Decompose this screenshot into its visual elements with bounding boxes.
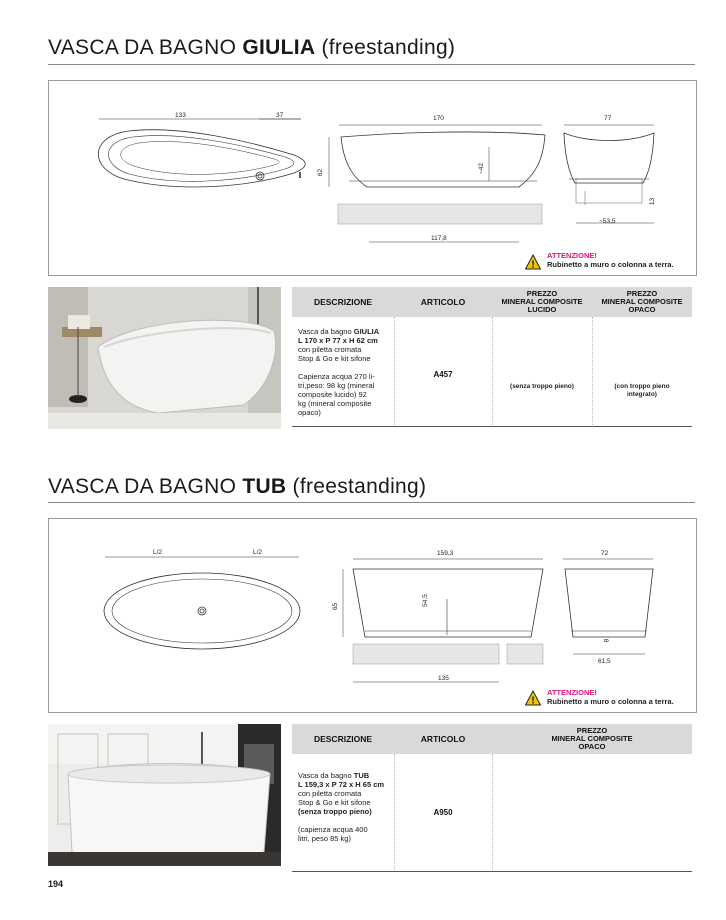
dim-13: 13 bbox=[649, 197, 657, 206]
dim-72: 72 bbox=[601, 550, 609, 557]
tub-side-outline bbox=[353, 569, 543, 637]
giulia-outer-outline bbox=[98, 130, 305, 187]
dim-8: 8 bbox=[603, 638, 611, 643]
dim-135: 135 bbox=[438, 675, 449, 682]
dim-117-8: 117,8 bbox=[431, 235, 447, 242]
tub-header-prezzo-opaco bbox=[492, 724, 692, 754]
dim-77: 77 bbox=[604, 115, 612, 122]
tub-title-prefix: VASCA DA BAGNO bbox=[48, 475, 243, 498]
giulia-table-bottom-rule bbox=[292, 426, 692, 427]
tub-product-photo bbox=[48, 724, 281, 866]
dim-53-5: ~53,5 bbox=[599, 218, 616, 225]
tub-warning bbox=[547, 688, 674, 706]
giulia-article-code: A457 bbox=[433, 370, 453, 379]
giulia-desc-line-4: Stop & Go e kit sifone bbox=[298, 354, 371, 363]
giulia-product-photo bbox=[48, 287, 281, 429]
tub-col-sep-2 bbox=[492, 754, 493, 870]
dim-37: 37 bbox=[276, 112, 284, 119]
giulia-warning-icon bbox=[525, 254, 541, 270]
tub-title-suffix: (freestanding) bbox=[286, 475, 427, 498]
tub-desc-line-1 bbox=[298, 771, 394, 780]
dim-159-3: 159,3 bbox=[437, 550, 454, 557]
tub-header-articolo: ARTICOLO bbox=[420, 734, 466, 744]
giulia-header-opaco-l3: OPACO bbox=[628, 305, 656, 314]
tub-outer-ellipse bbox=[104, 573, 300, 649]
tub-desc-line-6: (capienza acqua 400 bbox=[298, 825, 368, 834]
giulia-description bbox=[298, 327, 394, 417]
dim-l2-right: L/2 bbox=[253, 549, 263, 556]
giulia-note-opaco-l1: (con troppo pieno bbox=[614, 383, 670, 390]
tub-header-opaco-l1: PREZZO bbox=[576, 726, 608, 735]
tub-section-title bbox=[48, 475, 426, 499]
tub-table-bottom-rule bbox=[292, 871, 692, 872]
tub-header-descrizione: DESCRIZIONE bbox=[313, 734, 373, 744]
tub-warning-icon bbox=[525, 690, 541, 706]
svg-text:!: ! bbox=[531, 259, 535, 270]
giulia-header-opaco-l2: MINERAL COMPOSITE bbox=[601, 297, 683, 306]
giulia-top-view bbox=[98, 119, 305, 187]
giulia-desc-line-6: tri,peso: 98 kg (mineral bbox=[298, 381, 375, 390]
giulia-note-opaco bbox=[592, 383, 692, 399]
giulia-side-outline bbox=[341, 132, 545, 187]
giulia-price-table bbox=[292, 287, 692, 427]
tub-article-code: A950 bbox=[433, 808, 453, 817]
tub-front-outline bbox=[565, 569, 653, 637]
tub-drawing-svg bbox=[49, 519, 696, 712]
giulia-title-prefix: VASCA DA BAGNO bbox=[48, 36, 243, 59]
tub-title-rule bbox=[48, 502, 695, 503]
dim-65: 65 bbox=[332, 602, 340, 611]
giulia-col-sep-2 bbox=[492, 317, 493, 427]
giulia-drawing-svg bbox=[49, 81, 696, 275]
giulia-title-bold: GIULIA bbox=[242, 36, 316, 59]
giulia-desc-l1-text: Vasca da bagno bbox=[298, 327, 354, 336]
tub-description bbox=[298, 771, 394, 843]
tub-technical-drawing bbox=[48, 518, 697, 713]
giulia-section-title bbox=[48, 36, 455, 60]
tub-warning-text: Rubinetto a muro o colonna a terra. bbox=[547, 697, 674, 706]
tub-desc-line-4: Stop & Go e kit sifone bbox=[298, 798, 371, 807]
giulia-desc-line-3: con piletta cromata bbox=[298, 345, 362, 354]
tub-side-view bbox=[343, 559, 543, 682]
svg-text:!: ! bbox=[531, 695, 535, 706]
giulia-warning-text: Rubinetto a muro o colonna a terra. bbox=[547, 260, 674, 269]
page-number: 194 bbox=[48, 879, 64, 889]
tub-top-view bbox=[104, 557, 300, 649]
tub-header-opaco-l2: MINERAL COMPOSITE bbox=[551, 734, 633, 743]
giulia-desc-line-8: kg (mineral composite bbox=[298, 399, 372, 408]
dim-62: 62 bbox=[317, 168, 325, 177]
giulia-title-suffix: (freestanding) bbox=[315, 36, 456, 59]
giulia-desc-l1-bold: GIULIA bbox=[353, 327, 380, 336]
tub-floor-base bbox=[353, 644, 499, 664]
giulia-front-view bbox=[564, 125, 657, 223]
giulia-table-header bbox=[292, 287, 692, 317]
tub-desc-dimensions: L 159,3 x P 72 x H 65 cm bbox=[298, 780, 385, 789]
giulia-header-opaco-l1: PREZZO bbox=[626, 289, 658, 298]
tub-title-bold: TUB bbox=[242, 475, 287, 498]
dim-l2-left: L/2 bbox=[153, 549, 163, 556]
dim-170: 170 bbox=[433, 115, 444, 122]
tub-desc-line-7: litri, peso 85 kg) bbox=[298, 834, 351, 843]
tub-header-opaco-l3: OPACO bbox=[578, 742, 606, 751]
giulia-note-lucido: (senza troppo pieno) bbox=[510, 383, 574, 390]
giulia-warning-title: ATTENZIONE! bbox=[547, 251, 597, 260]
dim-133: 133 bbox=[175, 112, 186, 119]
dim-42: ~42 bbox=[478, 162, 486, 175]
giulia-header-prezzo-opaco bbox=[592, 287, 692, 317]
giulia-side-view bbox=[329, 125, 545, 242]
giulia-header-lucido-l3: LUCIDO bbox=[527, 305, 557, 314]
tub-table-header bbox=[292, 724, 692, 754]
giulia-desc-line-9: opaco) bbox=[298, 408, 321, 417]
tub-desc-line-5: (senza troppo pieno) bbox=[298, 807, 372, 816]
giulia-desc-line-1 bbox=[298, 327, 394, 336]
giulia-note-opaco-l2: integrato) bbox=[627, 391, 657, 398]
giulia-front-outline bbox=[564, 133, 654, 183]
tub-photo-svg bbox=[48, 724, 281, 866]
giulia-header-lucido-l1: PREZZO bbox=[526, 289, 558, 298]
dim-61-5: 61,5 bbox=[598, 658, 611, 665]
giulia-header-lucido-l2: MINERAL COMPOSITE bbox=[501, 297, 583, 306]
giulia-warning bbox=[547, 251, 674, 269]
giulia-header-prezzo-lucido bbox=[492, 287, 592, 317]
giulia-technical-drawing bbox=[48, 80, 697, 276]
tub-drain-circle bbox=[198, 607, 206, 615]
giulia-desc-dimensions: L 170 x P 77 x H 62 cm bbox=[298, 336, 378, 345]
tub-desc-line-3: con piletta cromata bbox=[298, 789, 362, 798]
giulia-floor-base bbox=[338, 204, 542, 224]
dim-54-5: 54,5 bbox=[421, 594, 429, 607]
giulia-header-descrizione: DESCRIZIONE bbox=[313, 297, 373, 307]
tub-desc-l1-bold: TUB bbox=[353, 771, 370, 780]
giulia-header-articolo: ARTICOLO bbox=[420, 297, 466, 307]
giulia-photo-svg bbox=[48, 287, 281, 429]
tub-price-table bbox=[292, 724, 692, 872]
tub-desc-l1-text: Vasca da bagno bbox=[298, 771, 354, 780]
giulia-col-sep-3 bbox=[592, 317, 593, 427]
giulia-title-rule bbox=[48, 64, 695, 65]
giulia-drain-circle bbox=[256, 172, 264, 180]
giulia-desc-line-7: composite lucido) 92 bbox=[298, 390, 367, 399]
giulia-desc-line-5: Capienza acqua 270 li- bbox=[298, 372, 375, 381]
tub-warning-title: ATTENZIONE! bbox=[547, 688, 597, 697]
